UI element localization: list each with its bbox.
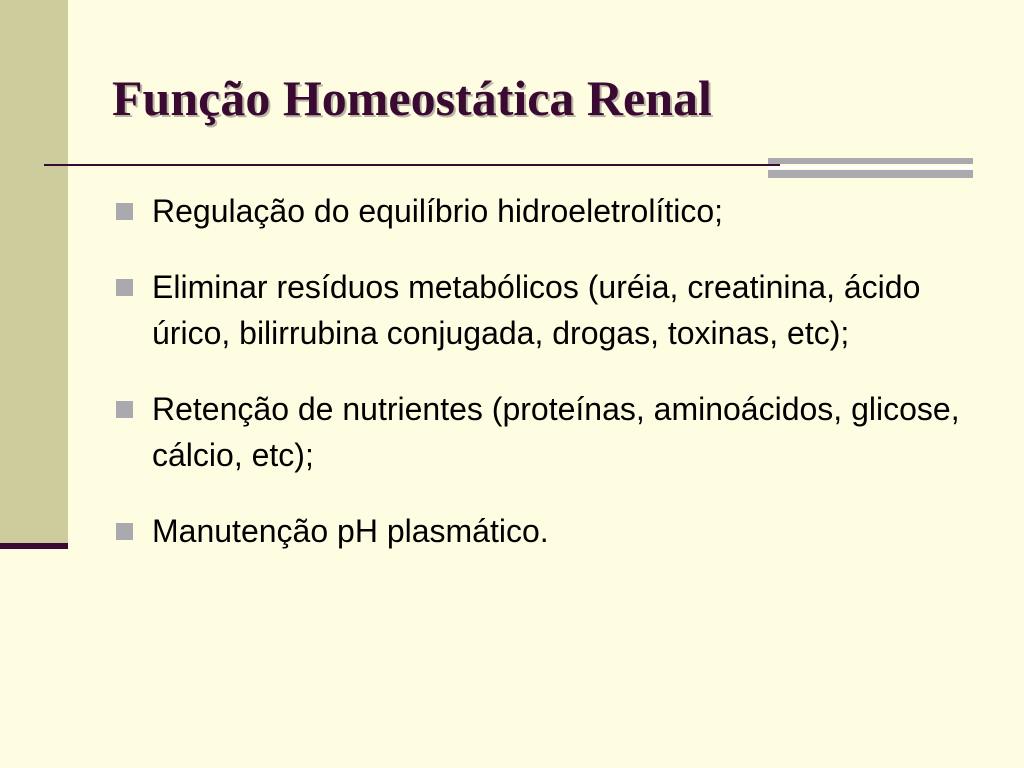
accent-bar-top xyxy=(768,158,973,164)
bullet-item-ph-maintenance xyxy=(114,508,974,554)
bullet-text: Regulação do equilíbrio hidroeletrolítico; xyxy=(152,193,724,229)
bullet-list xyxy=(114,188,974,584)
square-bullet-icon xyxy=(116,203,133,220)
title-divider-line xyxy=(44,164,780,166)
left-decorative-band xyxy=(0,0,68,543)
bullet-text: Eliminar resíduos metabólicos (uréia, creatinina, ácido úrico, bilirrubina conjugada, drogas, toxinas, etc); xyxy=(152,269,921,351)
bullet-item-metabolic-waste xyxy=(114,264,974,356)
square-bullet-icon xyxy=(116,523,133,540)
bullet-item-water-electrolyte xyxy=(114,188,974,234)
square-bullet-icon xyxy=(116,279,133,296)
title-accent-bars xyxy=(768,158,973,178)
left-band-underline xyxy=(0,543,68,549)
square-bullet-icon xyxy=(116,401,133,418)
bullet-item-nutrient-retention xyxy=(114,386,974,478)
accent-bar-gap xyxy=(768,166,973,169)
bullet-text: Retenção de nutrientes (proteínas, aminoácidos, glicose, cálcio, etc); xyxy=(152,391,960,473)
slide-title: Função Homeostática Renal xyxy=(112,70,712,126)
bullet-text: Manutenção pH plasmático. xyxy=(152,513,549,549)
accent-bar-bottom xyxy=(768,170,973,178)
